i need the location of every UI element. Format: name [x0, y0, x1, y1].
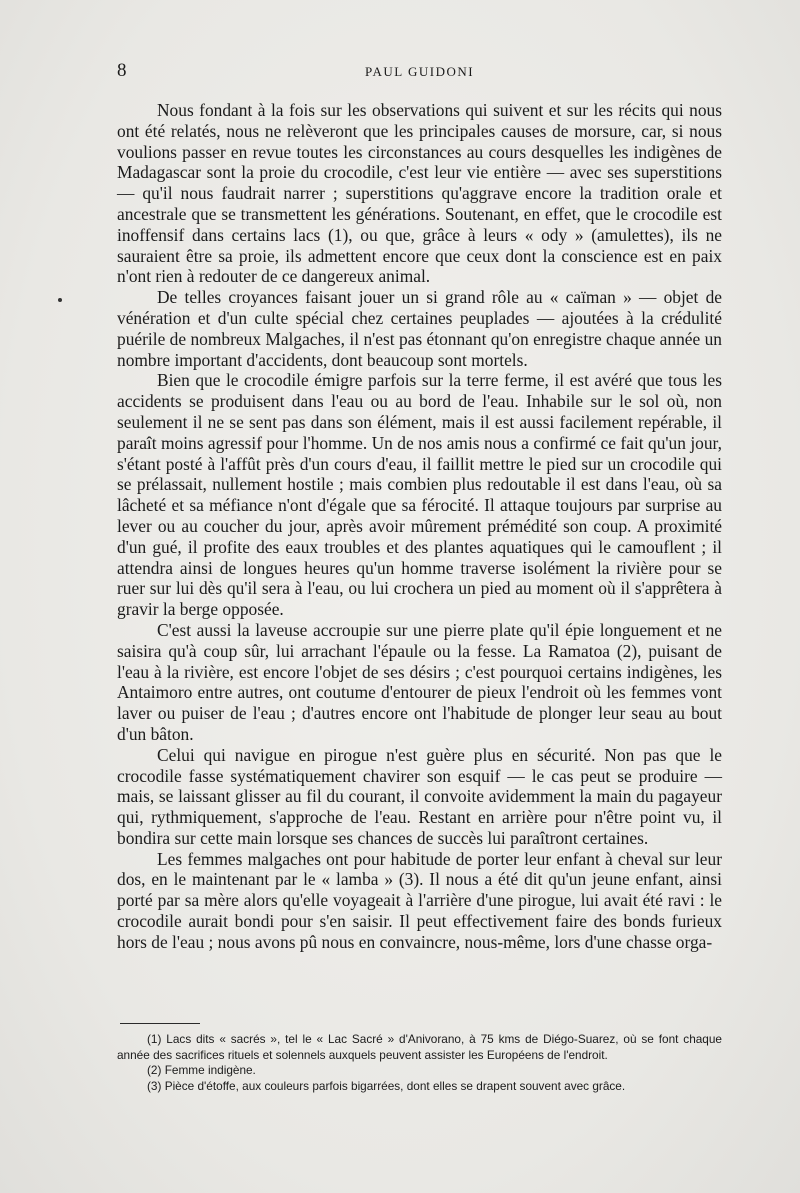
paragraph: Nous fondant à la fois sur les observations qui suivent et sur les récits qui nous ont été relatés, nous ne relèveront que les principales causes de morsure, car, si nous voulions passer en revue toutes les circonstances au cours desquelles les indigènes de Madagascar sont la proie du crocodile, c'est leur vie entière — avec ses superstitions — qu'il nous faudrait narrer ; superstitions qu'aggrave encore la tradition orale et ancestrale que se transmettent les générations. Soutenant, en effet, que le crocodile est inoffensif dans certains lacs (1), ou que, grâce à leurs « ody » (amulettes), ils ne sauraient être sa proie, ils admettent encore que ceux dont la conscience est en paix n'ont rien à redouter de ce dangereux animal.	[117, 100, 722, 287]
footnote: (3) Pièce d'étoffe, aux couleurs parfois bigarrées, dont elles se drapent souvent avec grâce.	[147, 1078, 626, 1093]
ink-speck	[58, 298, 62, 302]
footnote-divider	[120, 1023, 200, 1024]
page-number: 8	[117, 60, 127, 81]
running-head: PAUL GUIDONI	[364, 64, 475, 79]
paragraph: Les femmes malgaches ont pour habitude de porter leur enfant à cheval sur leur dos, en le maintenant par le « lamba » (3). Il nous a été dit qu'un jeune enfant, ainsi porté par sa mère alors qu'elle voyageait à l'arrière d'une pirogue, lui avait été ravi : le crocodile aurait bondi pour s'en saisir. Il peut effectivement faire des bonds furieux hors de l'eau ; nous avons pû nous en convaincre, nous-même, lors d'une chasse orga-	[117, 848, 722, 952]
footnote: (2) Femme indigène.	[147, 1063, 256, 1078]
paragraph: Bien que le crocodile émigre parfois sur la terre ferme, il est avéré que tous les accidents se produisent dans l'eau ou au bord de l'eau. Inhabile sur le sol où, non seulement il ne se sent pas dans son élément, mais il est aussi facilement repérable, il paraît moins agressif pour l'homme. Un de nos amis nous a confirmé ce fait qu'un jour, s'étant posté à l'affût près d'un cours d'eau, il faillit mettre le pied sur un crocodile qui se prélassait, nullement hostile ; mais combien plus redoutable il est dans l'eau, où sa lâcheté et sa méfiance n'ont d'égale que sa férocité. Il attaque toujours par surprise au lever ou au coucher du jour, après avoir mûrement prémédité son coup. A proximité d'un gué, il profite des eaux troubles et des plantes aquatiques qui le camouflent ; il attendra ainsi de longues heures qu'un homme traverse isolément la rivière pour se ruer sur lui dès qu'il sera à l'eau, ou lui crochera un pied au moment où il s'apprêtera à gravir la berge opposée.	[117, 370, 722, 620]
page-header	[117, 60, 722, 84]
body-text	[117, 100, 722, 953]
paragraph: C'est aussi la laveuse accroupie sur une pierre plate qu'il épie longuement et ne saisira qu'à coup sûr, lui arrachant l'épaule ou la fesse. La Ramatoa (2), puisant de l'eau à la rivière, est encore l'objet de ses désirs ; c'est pourquoi certains indigènes, les Antaimoro entre autres, ont coutume d'entourer de pieux l'endroit où les femmes vont laver ou puiser de l'eau ; d'autres encore ont l'habitude de plonger leur seau au bout d'un bâton.	[117, 619, 722, 744]
footnote: (1) Lacs dits « sacrés », tel le « Lac Sacré » d'Anivorano, à 75 kms de Diégo-Suarez, où se font chaque année des sacrifices rituels et solennels auxquels peuvent assister les Européens de l'endroit.	[117, 1032, 722, 1062]
paragraph: Celui qui navigue en pirogue n'est guère plus en sécurité. Non pas que le crocodile fasse systématiquement chavirer son esquif — le cas peut se produire — mais, se laissant glisser au fil du courant, il convoite avidemment la main du pagayeur qui, rythmiquement, s'approche de l'eau. Restant en arrière pour n'être point vu, il bondira sur cette main lorsque ses chances de succès lui paraîtront certaines.	[117, 744, 722, 848]
footnotes	[117, 1032, 722, 1094]
paragraph: De telles croyances faisant jouer un si grand rôle au « caïman » — objet de vénération et d'un culte spécial chez certaines peuplades — ajoutées à la crédulité puérile de nombreux Malgaches, il n'est pas étonnant qu'on enregistre chaque année un nombre important d'accidents, dont beaucoup sont mortels.	[117, 287, 722, 370]
